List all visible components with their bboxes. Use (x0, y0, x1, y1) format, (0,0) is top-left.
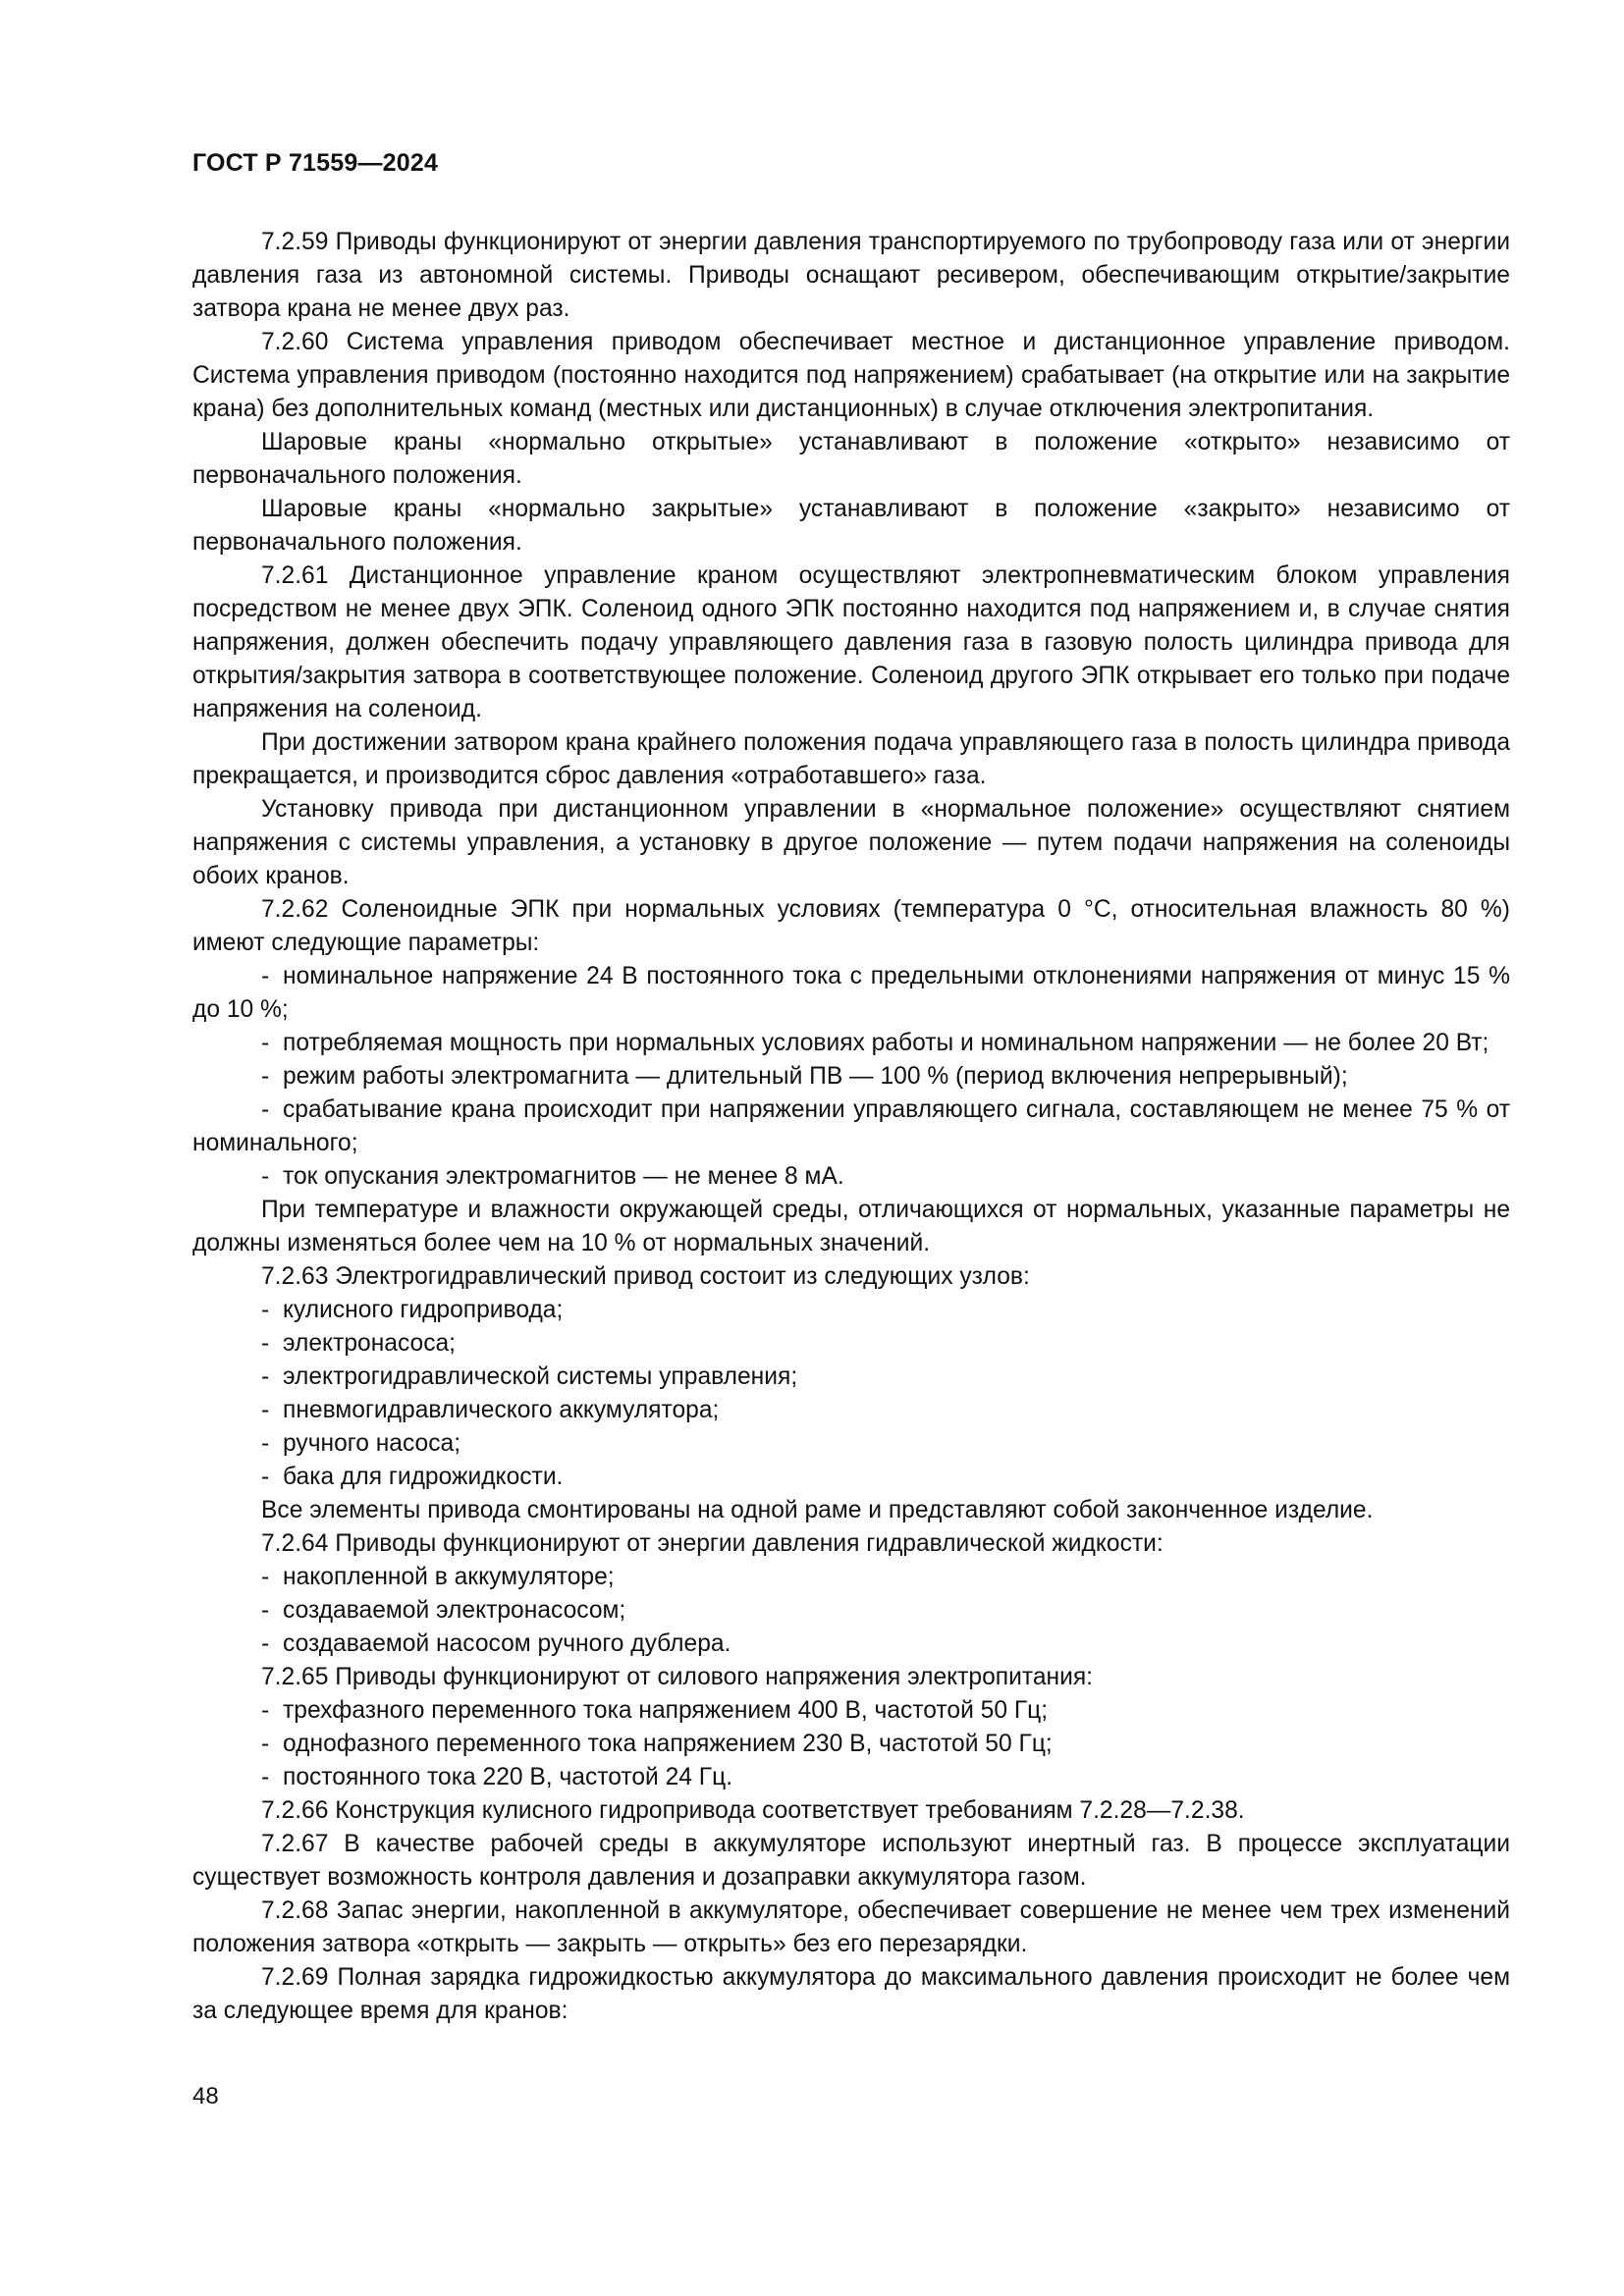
list-item (192, 1761, 1510, 1794)
list-item-text: пневмогидравлического аккумулятора; (283, 1397, 720, 1423)
list-item-text: постоянного тока 220 В, частотой 24 Гц. (283, 1764, 733, 1790)
list-item-text: создаваемой насосом ручного дублера. (283, 1630, 731, 1657)
dash-marker: - (261, 1731, 270, 1757)
list-item (192, 1561, 1510, 1594)
paragraph: 7.2.68 Запас энергии, накопленной в аккумуляторе, обеспечивает совершение не менее чем трех изменений положения затвора «открыть — закрыть — открыть» без его перезарядки. (192, 1897, 1510, 1957)
paragraph: При достижении затвором крана крайнего положения подача управляющего газа в полость цилиндра привода прекращается, и производится сброс давления «отработавшего» газа. (192, 729, 1510, 789)
dash-marker: - (261, 1163, 270, 1190)
list-item-text: срабатывание крана происходит при напряжении управляющего сигнала, составляющем не менее 75 % от номинального; (192, 1096, 1510, 1156)
dash-marker: - (261, 1363, 270, 1390)
list-item-text: электрогидравлической системы управления; (283, 1363, 798, 1390)
list-item-text: потребляемая мощность при нормальных условиях работы и номинальном напряжении — не более 20 Вт; (283, 1030, 1489, 1056)
paragraph: 7.2.66 Конструкция кулисного гидропривода соответствует требованиям 7.2.28—7.2.38. (261, 1797, 1245, 1824)
list-item (192, 1728, 1510, 1761)
paragraph: Шаровые краны «нормально закрытые» устанавливают в положение «закрыто» независимо от первоначального положения. (192, 496, 1510, 556)
dash-marker: - (261, 1063, 270, 1090)
dash-marker: - (261, 1464, 270, 1490)
dash-marker: - (261, 1597, 270, 1624)
paragraph: 7.2.59 Приводы функционируют от энергии давления транспортируемого по трубопроводу газа или от энергии давления газа из автономной системы. Приводы оснащают ресивером, обеспечивающим открытие/закрытие затвора крана не менее двух раз. (192, 229, 1510, 322)
list-item-text: ток опускания электромагнитов — не менее 8 мА. (283, 1163, 844, 1190)
list-item-text: номинальное напряжение 24 В постоянного тока с предельными отклонениями напряжения от минус 15 % до 10 %; (192, 963, 1510, 1023)
dash-marker: - (261, 1697, 270, 1724)
document-header: ГОСТ Р 71559—2024 (192, 149, 439, 177)
list-item (192, 1327, 1510, 1361)
list-item (192, 1427, 1510, 1461)
dash-marker: - (261, 1030, 270, 1056)
list-item (192, 1628, 1510, 1661)
dash-marker: - (261, 1297, 270, 1323)
list-item-text: электронасоса; (283, 1330, 457, 1357)
paragraph: Шаровые краны «нормально открытые» устанавливают в положение «открыто» независимо от первоначального положения. (192, 429, 1510, 489)
dash-marker: - (261, 1330, 270, 1357)
list-item (192, 960, 1510, 1027)
list-item (192, 1361, 1510, 1394)
list-item-text: трехфазного переменного тока напряжением 400 В, частотой 50 Гц; (283, 1697, 1049, 1724)
list-item (192, 1027, 1510, 1060)
list-item (192, 1060, 1510, 1094)
document-body (192, 226, 1510, 2028)
dash-marker: - (261, 1764, 270, 1790)
paragraph: Все элементы привода смонтированы на одной раме и представляют собой законченное изделие. (261, 1497, 1374, 1523)
dash-marker: - (261, 1430, 270, 1457)
dash-marker: - (261, 1096, 270, 1123)
list-item (192, 1694, 1510, 1728)
list-item-text: режим работы электромагнита — длительный ПВ — 100 % (период включения непрерывный); (283, 1063, 1348, 1090)
list-item (192, 1394, 1510, 1427)
paragraph: При температуре и влажности окружающей среды, отличающихся от нормальных, указанные параметры не должны изменяться более чем на 10 % от нормальных значений. (192, 1197, 1510, 1256)
paragraph: 7.2.67 В качестве рабочей среды в аккумуляторе используют инертный газ. В процессе эксплуатации существует возможность контроля давления и дозаправки аккумулятора газом. (192, 1831, 1510, 1891)
list-item-text: ручного насоса; (283, 1430, 461, 1457)
list-item (192, 1094, 1510, 1160)
paragraph: Установку привода при дистанционном управлении в «нормальное положение» осуществляют снятием напряжения с системы управления, а установку в другое положение — путем подачи напряжения на соленоиды обоих кранов. (192, 796, 1510, 889)
paragraph: 7.2.60 Система управления приводом обеспечивает местное и дистанционное управление приводом. Система управления приводом (постоянно находится под напряжением) срабатывает (на открытие или на закрытие крана) без дополнительных команд (местных или дистанционных) в случае отключения электропитания. (192, 329, 1510, 422)
list-item (192, 1461, 1510, 1494)
list-item-text: бака для гидрожидкости. (283, 1464, 564, 1490)
page-number: 48 (192, 2083, 219, 2109)
paragraph: 7.2.69 Полная зарядка гидрожидкостью аккумулятора до максимального давления происходит не более чем за следующее время для кранов: (192, 1964, 1510, 2024)
dash-marker: - (261, 963, 270, 989)
list-item (192, 1294, 1510, 1327)
paragraph: 7.2.61 Дистанционное управление краном осуществляют электропневматическим блоком управления посредством не менее двух ЭПК. Соленоид одного ЭПК постоянно находится под напряжением и, в случае снятия напряжения, должен обеспечить подачу управляющего давления газа в газовую полость цилиндра привода для открытия/закрытия затвора в соответствующее положение. Соленоид другого ЭПК открывает его только при подаче напряжения на соленоид. (192, 562, 1510, 722)
paragraph: 7.2.64 Приводы функционируют от энергии давления гидравлической жидкости: (261, 1530, 1164, 1557)
list-item (192, 1594, 1510, 1628)
list-item-text: создаваемой электронасосом; (283, 1597, 626, 1624)
list-item (192, 1160, 1510, 1194)
paragraph: 7.2.63 Электрогидравлический привод состоит из следующих узлов: (261, 1263, 1030, 1290)
list-item-text: однофазного переменного тока напряжением 230 В, частотой 50 Гц; (283, 1731, 1053, 1757)
paragraph: 7.2.65 Приводы функционируют от силового напряжения электропитания: (261, 1664, 1093, 1690)
list-item-text: кулисного гидропривода; (283, 1297, 564, 1323)
list-item-text: накопленной в аккумуляторе; (283, 1564, 615, 1590)
dash-marker: - (261, 1630, 270, 1657)
dash-marker: - (261, 1397, 270, 1423)
paragraph: 7.2.62 Соленоидные ЭПК при нормальных условиях (температура 0 °С, относительная влажность 80 %) имеют следующие параметры: (192, 896, 1510, 956)
dash-marker: - (261, 1564, 270, 1590)
